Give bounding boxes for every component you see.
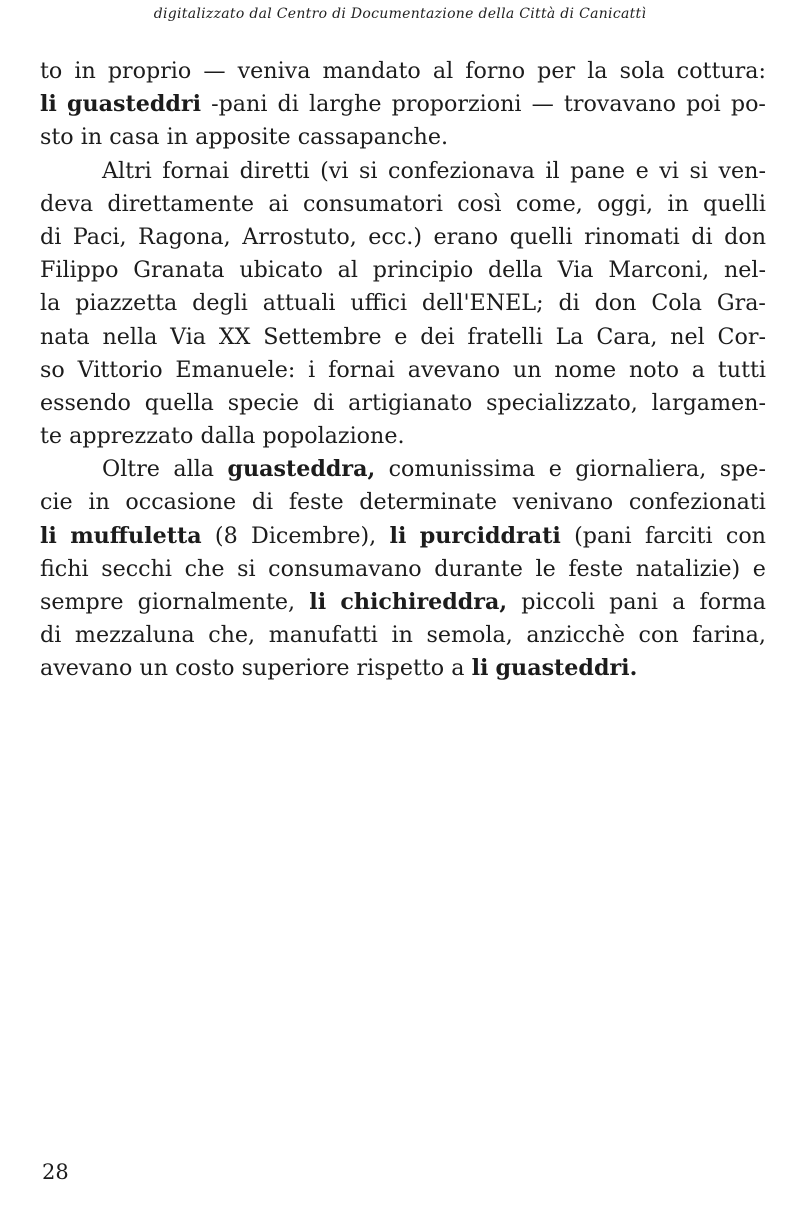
text-line: [40, 652, 766, 685]
word: nella: [102, 323, 158, 350]
word: fornai: [328, 356, 395, 383]
text-line: [40, 188, 766, 221]
word: fichi: [40, 555, 89, 582]
word: dalla: [200, 423, 256, 450]
word: Cor-: [717, 323, 766, 350]
word: essendo: [40, 389, 131, 416]
word: farciti: [644, 522, 713, 549]
word: nome: [554, 356, 617, 383]
word: nel: [670, 323, 705, 350]
word: forno: [465, 58, 526, 84]
word: direttamente: [107, 190, 255, 217]
word: consumavano: [268, 555, 422, 582]
word: principio: [372, 257, 474, 284]
word: di: [312, 389, 335, 416]
word: Granata: [133, 257, 225, 284]
word: chichireddra,: [340, 589, 508, 615]
word: in: [166, 124, 189, 151]
word: muffuletta: [70, 522, 202, 549]
word: li: [389, 522, 407, 549]
word: e: [548, 456, 562, 483]
word: dell'ENEL;: [421, 290, 544, 317]
word: farina,: [692, 622, 766, 649]
word: nata: [40, 323, 90, 350]
word: la: [587, 58, 608, 84]
word: a: [691, 356, 706, 383]
word: (8: [214, 522, 238, 549]
word: in: [88, 489, 110, 516]
word: della: [487, 257, 543, 284]
word: si: [359, 157, 378, 184]
word: al: [432, 58, 454, 84]
word: quelli: [509, 223, 573, 250]
word: a: [451, 655, 465, 682]
word: e: [635, 157, 649, 184]
word: don: [594, 290, 637, 317]
word: secchi: [101, 555, 172, 582]
word: comunissima: [388, 456, 536, 483]
page-number: 28: [42, 1160, 69, 1184]
word: -pani: [211, 91, 268, 118]
word: come,: [515, 190, 583, 217]
word: li: [40, 91, 57, 118]
word: li: [471, 655, 489, 682]
word: le: [535, 555, 556, 582]
word: cie: [40, 489, 73, 516]
word: specializzato,: [486, 389, 638, 416]
text-line: [40, 88, 766, 121]
word: oggi,: [597, 190, 654, 217]
word: casa: [109, 124, 160, 151]
word: proprio: [107, 58, 192, 84]
word: purciddrati: [419, 522, 561, 549]
word: consumatori: [302, 190, 443, 217]
word: a: [672, 589, 686, 615]
word: che: [184, 555, 225, 582]
word: in: [391, 622, 413, 649]
word: e: [394, 323, 408, 350]
word: confezionati: [628, 489, 766, 516]
word: i: [308, 356, 316, 383]
word: venivano: [512, 489, 614, 516]
word: rispetto: [356, 655, 445, 682]
word: fornai: [162, 157, 230, 184]
word: di: [40, 223, 62, 250]
word: con: [638, 622, 679, 649]
word: rinomati: [584, 223, 680, 250]
word: anzicchè: [526, 622, 625, 649]
page-header: digitalizzato dal Centro di Documentazione della Città di Canicattì: [153, 6, 647, 22]
word: manufatti: [268, 622, 378, 649]
word: nel-: [723, 257, 766, 284]
word: largamen-: [651, 389, 766, 416]
word: di: [251, 489, 274, 516]
text-line: [40, 486, 766, 519]
word: Via: [557, 257, 594, 284]
word: vi: [659, 157, 679, 184]
word: avevano: [407, 356, 501, 383]
word: costo: [175, 655, 235, 682]
word: di: [691, 223, 713, 250]
text-line: [40, 387, 766, 420]
word: quella: [144, 389, 214, 416]
word: si: [237, 555, 256, 582]
word: apprezzato: [69, 423, 194, 450]
word: larghe: [308, 91, 382, 118]
word: (vi: [320, 157, 349, 184]
word: (pani: [574, 522, 632, 549]
word: ai: [268, 190, 289, 217]
word: poi: [686, 91, 721, 118]
word: La: [555, 323, 584, 350]
word: sto: [40, 124, 74, 151]
word: —: [531, 91, 554, 118]
word: così: [457, 190, 502, 217]
word: per: [537, 58, 576, 84]
word: in: [74, 58, 96, 84]
word: cassapanche.: [297, 124, 449, 151]
word: li: [309, 589, 327, 615]
word: guasteddri: [66, 91, 201, 118]
word: e: [752, 555, 766, 582]
word: popolazione.: [262, 423, 405, 450]
word: fratelli: [467, 323, 543, 350]
text-line: [40, 221, 766, 254]
word: tutti: [717, 356, 766, 383]
word: proporzioni: [391, 91, 522, 118]
word: li: [40, 522, 57, 549]
word: natalizie): [635, 555, 741, 582]
word: XX: [218, 323, 251, 350]
word: ven-: [718, 157, 766, 184]
word: con: [725, 522, 766, 549]
word: Cara,: [596, 323, 658, 350]
word: piazzetta: [75, 290, 178, 317]
text-line: [40, 354, 766, 387]
word: artigianato: [348, 389, 473, 416]
word: Vittorio: [77, 356, 163, 383]
word: erano: [433, 223, 499, 250]
word: mandato: [322, 58, 421, 84]
word: determinate: [359, 489, 497, 516]
text-line: [40, 453, 766, 486]
word: diretti: [239, 157, 310, 184]
word: quelli: [703, 190, 766, 217]
word: in: [80, 124, 103, 151]
word: un: [139, 655, 168, 682]
word: uffici: [350, 290, 408, 317]
text-line: [40, 420, 766, 453]
word: Emanuele:: [175, 356, 296, 383]
word: il: [545, 157, 560, 184]
word: Filippo: [40, 257, 119, 284]
word: guasteddra,: [227, 456, 376, 483]
word: Altri: [102, 157, 152, 184]
word: pani: [609, 589, 658, 615]
word: te: [40, 423, 63, 450]
text-line: [40, 254, 766, 287]
word: Paci,: [72, 223, 127, 250]
word: veniva: [237, 58, 311, 84]
word: la: [40, 290, 61, 317]
word: al: [337, 257, 358, 284]
text-line: [40, 619, 766, 652]
word: trovavano: [563, 91, 676, 118]
word: dei: [420, 323, 455, 350]
word: che,: [208, 622, 256, 649]
word: Ragona,: [138, 223, 231, 250]
word: cottura:: [676, 58, 766, 84]
text-line: [40, 155, 766, 188]
word: feste: [288, 489, 344, 516]
word: Oltre: [102, 456, 160, 483]
word: in: [667, 190, 689, 217]
text-line: [40, 121, 766, 154]
word: Dicembre),: [251, 522, 377, 549]
text-line: [40, 55, 766, 88]
word: feste: [568, 555, 624, 582]
word: confezionava: [388, 157, 535, 184]
word: ubicato: [239, 257, 323, 284]
word: giornalmente,: [137, 589, 296, 615]
text-line: [40, 321, 766, 354]
word: spe-: [719, 456, 766, 483]
word: ecc.): [368, 223, 422, 250]
word: di: [277, 91, 299, 118]
word: to: [40, 58, 63, 84]
word: so: [40, 356, 65, 383]
word: noto: [629, 356, 679, 383]
word: guasteddri.: [495, 655, 638, 682]
word: Cola: [651, 290, 702, 317]
word: si: [689, 157, 708, 184]
word: di: [558, 290, 580, 317]
word: apposite: [195, 124, 291, 151]
word: sempre: [40, 589, 124, 615]
word: pane: [570, 157, 626, 184]
word: degli: [192, 290, 248, 317]
word: durante: [434, 555, 523, 582]
word: mezzaluna: [74, 622, 195, 649]
text-line: [40, 287, 766, 320]
word: Settembre: [263, 323, 382, 350]
word: po-: [730, 91, 766, 118]
word: sola: [619, 58, 665, 84]
word: —: [203, 58, 226, 84]
text-line: [40, 520, 766, 553]
word: Arrostuto,: [242, 223, 357, 250]
word: don: [724, 223, 766, 250]
word: alla: [173, 456, 215, 483]
word: forma: [699, 589, 766, 615]
word: specie: [227, 389, 300, 416]
text-line: [40, 553, 766, 586]
word: attuali: [262, 290, 336, 317]
text-line: [40, 586, 766, 619]
word: di: [40, 622, 62, 649]
word: semola,: [426, 622, 513, 649]
word: avevano: [40, 655, 133, 682]
body-text: [40, 55, 766, 686]
word: piccoli: [521, 589, 595, 615]
word: occasione: [125, 489, 237, 516]
word: superiore: [241, 655, 350, 682]
word: Via: [170, 323, 207, 350]
word: giornaliera,: [575, 456, 707, 483]
word: deva: [40, 190, 94, 217]
word: Gra-: [716, 290, 766, 317]
word: un: [512, 356, 542, 383]
word: Marconi,: [608, 257, 710, 284]
